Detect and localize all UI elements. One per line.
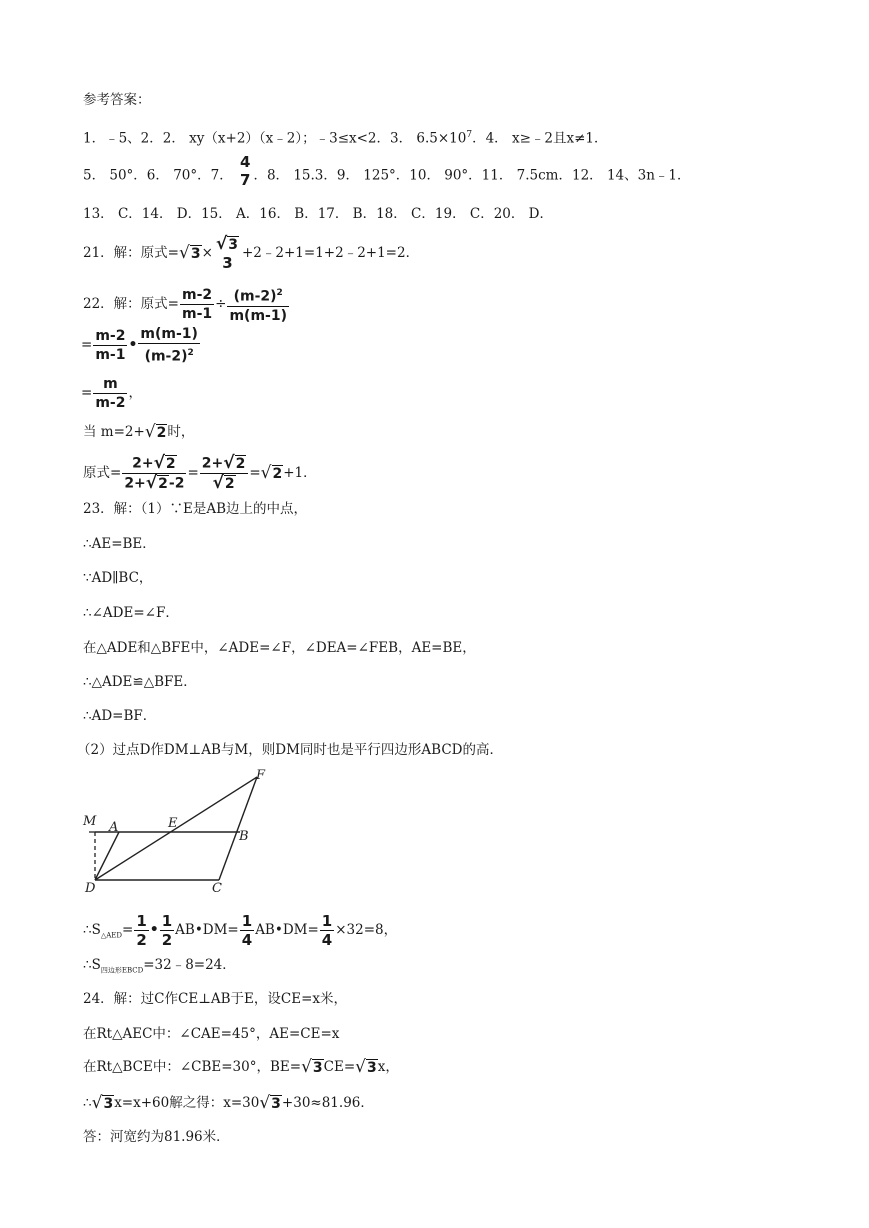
num-text: 2+: [132, 455, 154, 472]
radical-icon: √: [301, 1057, 312, 1077]
ab-dm-2: AB•DM=: [255, 922, 319, 938]
label-E: E: [168, 816, 178, 831]
q24-line5: 答：河宽约为81.96米．: [83, 1129, 230, 1145]
equals: =: [249, 465, 261, 481]
frac-den: [122, 474, 186, 493]
label-M: M: [83, 814, 97, 829]
frac-num: m: [93, 375, 127, 394]
q22-line4: [83, 423, 194, 442]
ab-dm-1: AB•DM=: [175, 922, 239, 938]
q23-line2: ∴AE=BE．: [83, 536, 156, 552]
equals: =: [81, 385, 93, 401]
q24-line3: [83, 1058, 399, 1077]
fraction-half-2: [160, 912, 174, 949]
fraction-half-1: [134, 912, 148, 949]
dot-sign: •: [128, 336, 138, 353]
fraction-3: [93, 327, 127, 364]
frac-den: 2: [136, 931, 147, 949]
frac-den: [138, 344, 200, 366]
frac-den: 3: [222, 254, 233, 272]
frac-den: 7: [240, 171, 251, 189]
den-text: -2: [168, 475, 185, 492]
answers-1-4: [83, 126, 608, 148]
sqrt-3: [259, 1094, 282, 1113]
q23-line3: ∵AD∥BC，: [83, 570, 153, 586]
frac-den: 2: [161, 931, 173, 949]
when-suffix: 时，: [167, 424, 195, 440]
fraction-1: [180, 286, 214, 323]
frac-den: m(m-1): [229, 307, 287, 324]
area-end: =32﹣8=24．: [143, 957, 236, 973]
label-F: F: [256, 768, 266, 783]
s-prefix: ∴S: [83, 957, 101, 973]
den-text: (m-2): [144, 348, 188, 365]
orig-label: 原式=: [83, 465, 122, 481]
fraction-4: [138, 325, 200, 366]
q23-area-1: [83, 912, 397, 949]
q24-line4: [83, 1094, 374, 1113]
q21-rest: +2﹣2+1=1+2﹣2+1=2．: [242, 245, 420, 261]
frac-num: 1: [161, 912, 173, 930]
frac-den: 4: [241, 931, 253, 949]
q22-prefix: 22．解：原式=: [83, 295, 179, 312]
answer-header: 参考答案：: [83, 92, 151, 108]
radical-icon: √: [260, 463, 272, 483]
radicand: 3: [367, 1060, 377, 1076]
times-sign: ×: [201, 245, 213, 261]
frac-den: [200, 474, 249, 493]
answers-1-4-end: ．4． x≥﹣2且x≠1．: [472, 130, 608, 147]
label-C: C: [212, 881, 222, 896]
radicand: 2: [156, 425, 167, 441]
q24-l4-a: ∴: [83, 1095, 92, 1111]
sqrt-3: [301, 1058, 324, 1077]
frac-num: 4: [240, 153, 251, 171]
fraction-2: [227, 284, 289, 325]
q23-line1: 23．解：（1）∵E是AB边上的中点，: [83, 501, 308, 517]
radicand: 3: [103, 1096, 114, 1112]
sqrt-2: [145, 423, 168, 442]
frac-num: [227, 284, 289, 307]
q23-line8: （2）过点D作DM⊥AB与M，则DM同时也是平行四边形ABCD的高．: [77, 742, 503, 758]
radicand: 2: [272, 466, 283, 482]
radical-icon: √: [153, 453, 165, 473]
q22-line2: [81, 325, 201, 366]
comma: ，: [128, 385, 142, 401]
radicand: 2: [235, 456, 246, 472]
radical-icon: √: [212, 473, 224, 493]
answers-8-12-text: ．8． 15.3．9． 125°．10． 90°．11． 7.5cm．12． 14、3n﹣1．: [253, 167, 691, 184]
q24-l3-c: x，: [377, 1059, 399, 1075]
exponent: 2: [276, 288, 283, 298]
answers-1-4-text: 1．﹣5、2．2． xy（x+2）（x﹣2）；﹣3≤x<2．3． 6.5×10: [83, 130, 467, 147]
label-A: A: [109, 820, 119, 835]
edge-CF: [219, 777, 257, 880]
fraction-5: [93, 375, 127, 412]
frac-num: m(m-1): [140, 326, 198, 342]
q24-l4-b: x=x+60解之得：x=30: [114, 1095, 260, 1111]
q23-line7: ∴AD=BF．: [83, 708, 157, 724]
parallelogram-figure: [75, 763, 285, 898]
when-prefix: 当 m=2+: [83, 424, 145, 440]
q24-l4-c: +30≈81.96．: [281, 1095, 374, 1111]
radicand: 3: [271, 1096, 281, 1112]
q24-line2: 在Rt△AEC中：∠CAE=45°，AE=CE=x: [83, 1026, 340, 1042]
q23-line6: ∴△ADE≌△BFE．: [83, 674, 197, 690]
area-end: ×32=8，: [335, 922, 398, 938]
radicand: 2: [165, 456, 176, 472]
radicand: 2: [224, 476, 235, 492]
equals: =: [122, 922, 134, 938]
answers-13-20: 13． C．14． D．15． A．16． B．17． B．18． C．19． C．20． D．: [83, 206, 553, 222]
radical-icon: √: [145, 473, 158, 493]
radical-icon: √: [223, 453, 235, 473]
q21-prefix: 21．解：原式=: [83, 245, 179, 261]
sqrt-2: [261, 464, 284, 483]
sqrt-3: [92, 1094, 115, 1113]
frac-den: m-1: [182, 305, 213, 322]
divide-sign: ÷: [215, 295, 227, 312]
frac-num: 1: [321, 912, 333, 930]
frac-den: m-2: [95, 395, 126, 411]
frac-num: m-2: [95, 327, 126, 344]
frac-num: 1: [241, 912, 253, 930]
q24-line1: 24．解：过C作CE⊥AB于E，设CE=x米，: [83, 991, 348, 1007]
q22-line5: [83, 454, 317, 493]
q21-solution: [83, 235, 419, 272]
radicand: 3: [190, 246, 201, 262]
radical-icon: √: [144, 422, 156, 442]
label-B: B: [239, 829, 249, 844]
radicand: 3: [312, 1060, 323, 1076]
num-text: (m-2): [233, 288, 277, 305]
q22-line1: [83, 284, 290, 325]
radical-icon: √: [259, 1093, 271, 1113]
fraction-quarter-1: [240, 912, 254, 949]
q23-line5: 在△ADE和△BFE中，∠ADE=∠F，∠DEA=∠FEB，AE=BE，: [83, 640, 476, 656]
sqrt-3: [355, 1058, 378, 1077]
fraction-7: [200, 454, 249, 493]
frac-den: 4: [321, 931, 333, 949]
radicand: 2: [158, 476, 168, 492]
exponent: 2: [187, 348, 194, 358]
sqrt-3: [179, 244, 202, 263]
answers-5-12: [83, 153, 691, 189]
q23-area-2: [83, 956, 236, 980]
exponent: 7: [466, 130, 473, 140]
answers-5-7-text: 5． 50°．6． 70°．7．: [83, 167, 233, 184]
den-text: 2+: [124, 475, 146, 492]
fraction-sqrt3-over-3: [214, 235, 241, 272]
equals: =: [187, 465, 199, 481]
radicand: 3: [228, 237, 238, 253]
radical-icon: √: [179, 243, 190, 263]
frac-num: [214, 235, 241, 254]
frac-num: m-2: [182, 286, 213, 303]
radical-icon: √: [91, 1093, 103, 1113]
frac-num: [200, 454, 249, 474]
label-D: D: [85, 881, 96, 896]
s-subscript: △AED: [100, 931, 123, 940]
q23-line4: ∴∠ADE=∠F．: [83, 605, 179, 621]
frac-num: [122, 454, 186, 474]
q24-l3-b: CE=: [323, 1059, 356, 1075]
equals: =: [81, 336, 93, 353]
fraction-quarter-2: [320, 912, 334, 949]
frac-num: 1: [136, 912, 147, 930]
dot-sign: •: [149, 922, 159, 938]
fraction-four-sevenths: [238, 153, 252, 189]
fraction-6: [122, 454, 186, 493]
radical-icon: √: [355, 1057, 367, 1077]
result-tail: +1．: [283, 465, 317, 481]
frac-den: m-1: [95, 346, 126, 363]
s-subscript: 四边形EBCD: [100, 966, 144, 975]
radical-icon: √: [215, 234, 228, 254]
q22-line3: [81, 375, 142, 412]
s-prefix: ∴S: [83, 922, 101, 938]
q24-l3-a: 在Rt△BCE中：∠CBE=30°，BE=: [83, 1059, 302, 1075]
num-text: 2+: [201, 455, 224, 472]
